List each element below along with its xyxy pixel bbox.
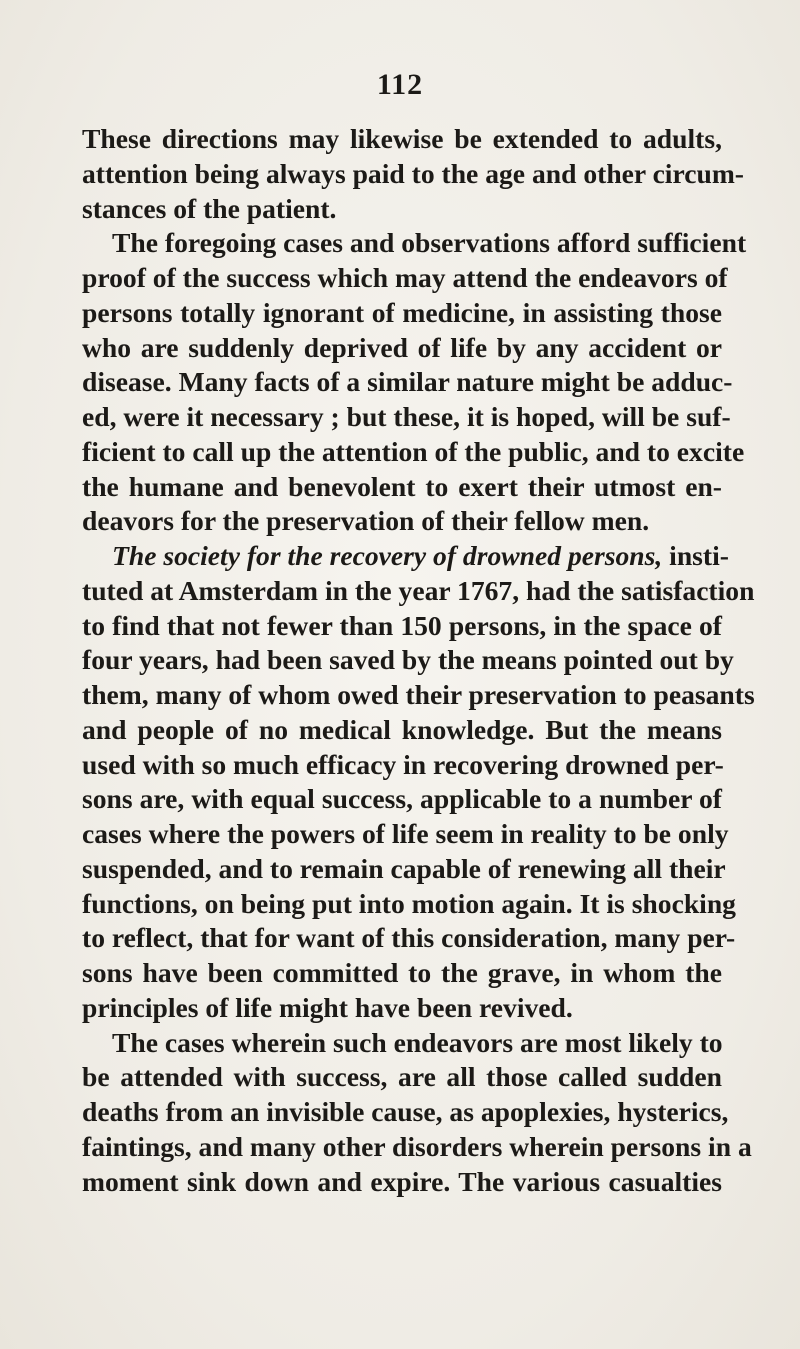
text-line: The foregoing cases and observations afford sufficient <box>112 227 747 259</box>
text-line: functions, on being put into motion again. It is shocking <box>82 887 736 919</box>
text-line: proof of the success which may attend the endeavors of <box>82 262 728 293</box>
text-line: moment sink down and expire. The various casualties <box>82 1165 722 1197</box>
text-line: The cases wherein such endeavors are most likely to <box>112 1026 723 1058</box>
text-line <box>82 539 729 574</box>
italic-title: The society for the recovery of drowned persons, <box>112 540 663 571</box>
text-line: and people of no medical knowledge. But the means <box>82 713 722 745</box>
body-text <box>82 122 755 1199</box>
text-line: stances of the patient. <box>82 192 337 224</box>
text-line: deavors for the preservation of their fellow men. <box>82 505 650 537</box>
text-line: disease. Many facts of a similar nature might be adduc- <box>82 366 733 398</box>
text-line: cases where the powers of life seem in reality to be only <box>82 818 729 849</box>
text-line: tuted at Amsterdam in the year 1767, had the satisfaction <box>82 574 755 606</box>
text-line: used with so much efficacy in recovering drowned per- <box>82 748 724 780</box>
text-line: to find that not fewer than 150 persons, in the space of <box>82 609 722 641</box>
text-line: principles of life might have been revived. <box>82 991 573 1023</box>
text-line: them, many of whom owed their preservation to peasants <box>82 679 755 710</box>
text-line-rest: insti- <box>662 540 729 571</box>
text-line: who are suddenly deprived of life by any accident or <box>82 331 722 363</box>
text-line: ed, were it necessary ; but these, it is hoped, will be suf- <box>82 401 731 432</box>
text-line: ficient to call up the attention of the public, and to excite <box>82 435 745 467</box>
text-line: four years, had been saved by the means pointed out by <box>82 644 734 676</box>
text-line: the humane and benevolent to exert their utmost en- <box>82 470 722 502</box>
text-line: to reflect, that for want of this consideration, many per- <box>82 922 736 954</box>
page-number: 112 <box>376 68 424 101</box>
text-line: faintings, and many other disorders wherein persons in a <box>82 1130 752 1162</box>
text-line: deaths from an invisible cause, as apoplexies, hysterics, <box>82 1096 729 1127</box>
text-line: persons totally ignorant of medicine, in assisting those <box>82 296 722 328</box>
text-line: be attended with success, are all those called sudden <box>82 1061 722 1093</box>
text-line: sons are, with equal success, applicable to a number of <box>82 783 722 815</box>
text-line: These directions may likewise be extended to adults, <box>82 123 722 154</box>
text-line: sons have been committed to the grave, in whom the <box>82 957 722 988</box>
text-line: suspended, and to remain capable of renewing all their <box>82 852 726 884</box>
text-line: attention being always paid to the age and other circum- <box>82 157 744 189</box>
